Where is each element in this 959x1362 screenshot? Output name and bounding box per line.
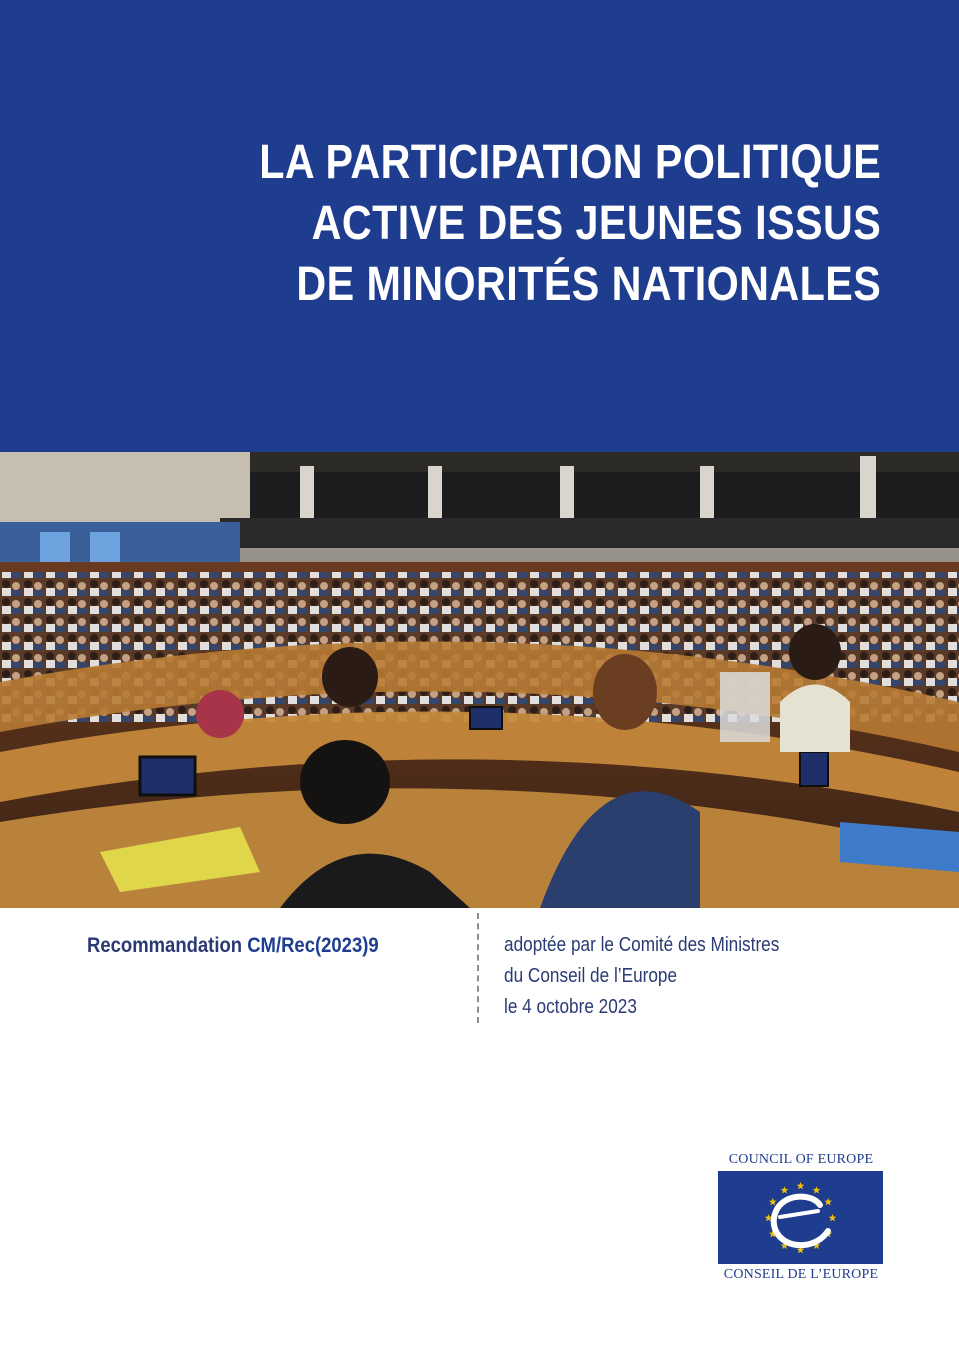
logo-text-en: COUNCIL OF EUROPE	[728, 1152, 874, 1167]
title-line-2: ACTIVE DES JEUNES ISSUS	[311, 197, 881, 250]
hemicycle-photo	[0, 452, 959, 908]
adoption-line-3: le 4 octobre 2023	[504, 996, 637, 1018]
title-line-3: DE MINORITÉS NATIONALES	[296, 258, 881, 311]
adoption-line-2: du Conseil de l’Europe	[504, 965, 678, 987]
adoption-text	[504, 930, 779, 1023]
recommendation-code: CM/Rec(2023)9	[247, 934, 379, 957]
logo-text-fr: CONSEIL DE L’EUROPE	[723, 1267, 879, 1282]
dashed-divider	[477, 913, 479, 1023]
title-line-1: LA PARTICIPATION POLITIQUE	[259, 136, 881, 189]
european-stars-emblem-icon	[718, 1171, 883, 1264]
council-of-europe-logo	[718, 1152, 884, 1283]
adoption-line-1: adoptée par le Comité des Ministres	[504, 934, 780, 956]
recommendation-label: Recommandation	[87, 934, 243, 957]
cover-title	[259, 132, 881, 315]
recommendation-reference	[87, 934, 379, 958]
